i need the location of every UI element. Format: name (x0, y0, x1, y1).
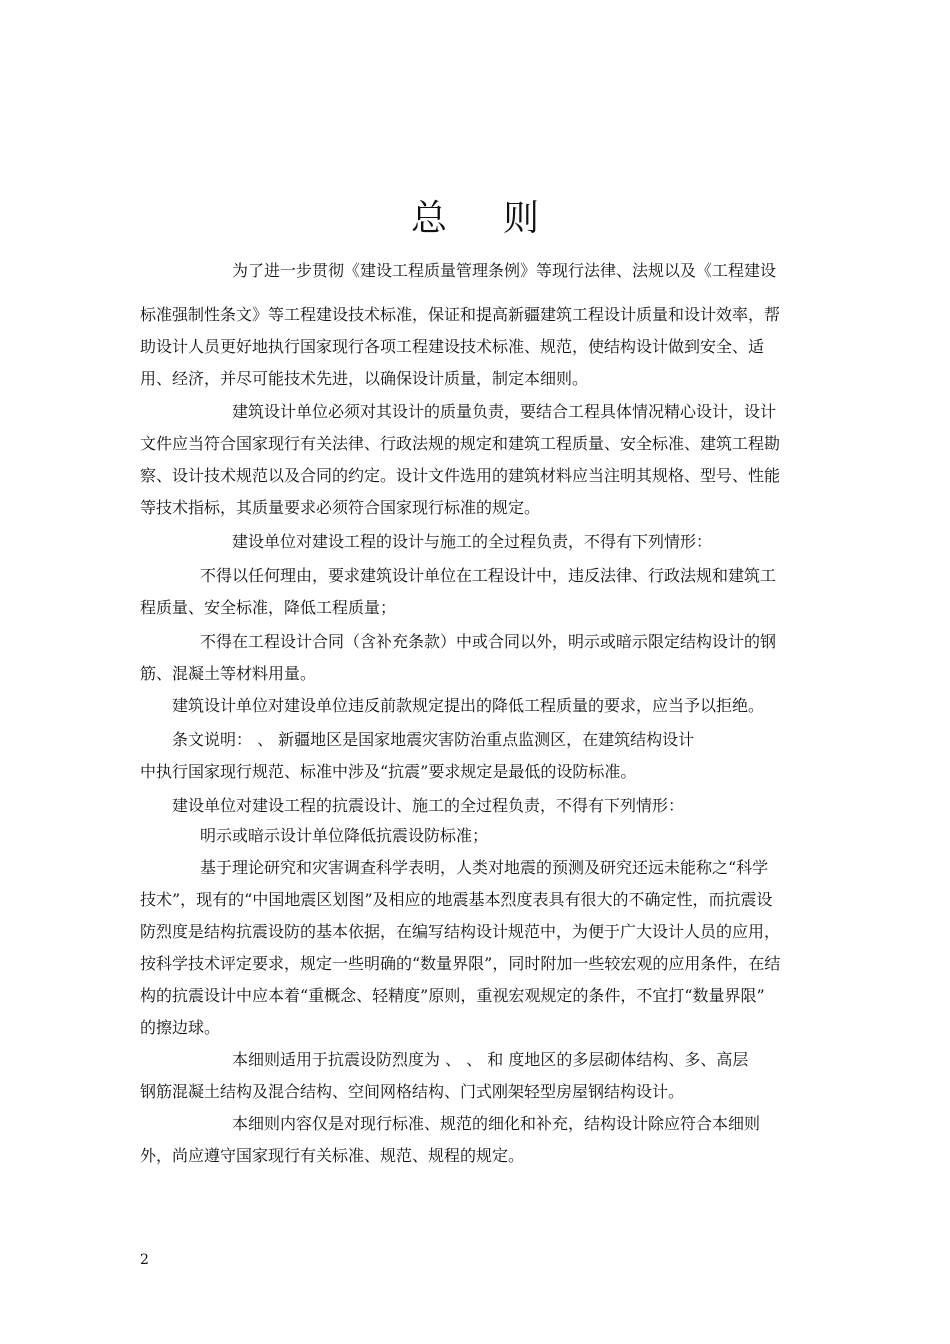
paragraph-line: 程质量、安全标准，降低工程质量； (140, 598, 397, 617)
paragraph-line: 建筑设计单位对建设单位违反前款规定提出的降低工程质量的要求，应当予以拒绝。 (172, 696, 765, 715)
paragraph-line: 建设单位对建设工程的设计与施工的全过程负责，不得有下列情形： (232, 532, 713, 551)
paragraph-line: 察、设计技术规范以及合同的约定。设计文件选用的建筑材料应当注明其规格、型号、性能 (140, 466, 781, 485)
paragraph-line: 等技术指标，其质量要求必须符合国家现行标准的规定。 (140, 498, 541, 517)
paragraph-line: 钢筋混凝土结构及混合结构、空间网格结构、门式刚架轻型房屋钢结构设计。 (140, 1082, 685, 1101)
paragraph-line: 的擦边球。 (140, 1018, 221, 1037)
paragraph-line: 技术”，现有的“中国地震区划图”及相应的地震基本烈度表具有很大的不确定性，而抗震设 (140, 890, 773, 909)
paragraph-line: 外，尚应遵守国家现行有关标准、规范、规程的规定。 (140, 1146, 525, 1165)
paragraph-line: 文件应当符合国家现行有关法律、行政法规的规定和建筑工程质量、安全标准、建筑工程勘 (140, 434, 781, 453)
paragraph-line: 建筑设计单位必须对其设计的质量负责，要结合工程具体情况精心设计，设计 (232, 402, 777, 421)
paragraph-line: 为了进一步贯彻《建设工程质量管理条例》等现行法律、法规以及《工程建设 (232, 261, 777, 280)
paragraph-line: 中执行国家现行规范、标准中涉及“抗震”要求规定是最低的设防标准。 (140, 762, 637, 781)
title-char-1: 总 (410, 198, 447, 239)
title-char-2: 则 (503, 198, 540, 239)
paragraph-line: 不得在工程设计合同（含补充条款）中或合同以外，明示或暗示限定结构设计的钢 (200, 632, 777, 651)
paragraph-line: 筋、混凝土等材料用量。 (140, 664, 317, 683)
page-title (0, 190, 950, 241)
paragraph-line: 防烈度是结构抗震设防的基本依据，在编写结构设计规范中，为便于广大设计人员的应用， (140, 922, 781, 941)
paragraph-line: 本细则内容仅是对现行标准、规范的细化和补充，结构设计除应符合本细则 (232, 1114, 761, 1133)
paragraph-line: 基于理论研究和灾害调查科学表明，人类对地震的预测及研究还远未能称之“科学 (200, 858, 769, 877)
paragraph-line: 标准强制性条文》等工程建设技术标准，保证和提高新疆建筑工程设计质量和设计效率，帮 (140, 305, 781, 324)
paragraph-line: 用、经济，并尽可能技术先进，以确保设计质量，制定本细则。 (140, 369, 589, 388)
paragraph-line: 不得以任何理由，要求建筑设计单位在工程设计中，违反法律、行政法规和建筑工 (200, 566, 777, 585)
paragraph-line: 条文说明： 、 新疆地区是国家地震灾害防治重点监测区，在建筑结构设计 (172, 730, 695, 749)
paragraph-line: 明示或暗示设计单位降低抗震设防标准； (200, 826, 489, 845)
paragraph-line: 构的抗震设计中应本着“重概念、轻精度”原则，重视宏观规定的条件，不宜打“数量界限” (140, 986, 765, 1005)
paragraph-line: 建设单位对建设工程的抗震设计、施工的全过程负责，不得有下列情形： (172, 796, 685, 815)
paragraph-line: 按科学技术评定要求，规定一些明确的“数量界限”，同时附加一些较宏观的应用条件，在结 (140, 954, 781, 973)
paragraph-line: 助设计人员更好地执行国家现行各项工程建设技术标准、规范，使结构设计做到安全、适 (140, 337, 765, 356)
page-number: 2 (140, 1252, 149, 1268)
paragraph-line: 本细则适用于抗震设防烈度为 、 、 和 度地区的多层砌体结构、多、高层 (232, 1050, 749, 1069)
